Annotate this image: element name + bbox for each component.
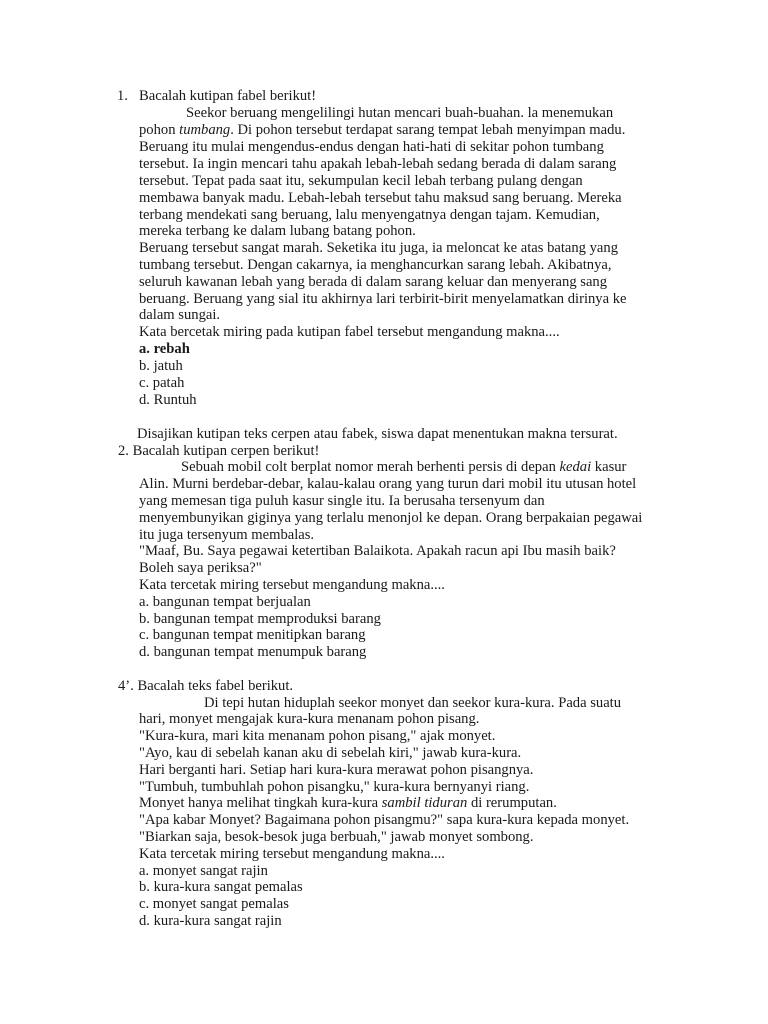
q1-option-d: d. Runtuh [139,392,197,408]
q4-text-line: Hari berganti hari. Setiap hari kura-kura merawat pohon pisangnya. [139,762,534,778]
q1-option-c: c. patah [139,375,185,391]
q1-text-line: pohon tumbang. Di pohon tersebut terdapat sarang tempat lebah menyimpan madu. [139,122,626,138]
q1-question: Kata bercetak miring pada kutipan fabel tersebut mengandung makna.... [139,324,560,340]
q4-text-line: "Tumbuh, tumbuhlah pohon pisangku," kura-kura bernyanyi riang. [139,779,530,795]
q1-text-line: dalam sungai. [139,307,221,323]
q4-text-line: Monyet hanya melihat tingkah kura-kura sambil tiduran di rerumputan. [139,795,557,811]
q1-text-line: seluruh kawanan lebah yang berada di dalam sarang keluar dan menyerang sang [139,274,608,290]
q1-text-line: membawa banyak madu. Lebah-lebah tersebut tahu maksud sang beruang. Mereka [139,190,622,206]
q2-text-line: yang memesan tiga puluh kasur single itu. Ia berusaha tersenyum dan [139,493,545,509]
q2-text-line: menyembunyikan giginya yang terlalu menonjol ke depan. Orang berpakaian pegawai [139,510,643,526]
q4-text-line: "Apa kabar Monyet? Bagaimana pohon pisangmu?" sapa kura-kura kepada monyet. [139,812,630,828]
q4-question: Kata tercetak miring tersebut mengandung makna.... [139,846,445,862]
q1-option-a: a. rebah [139,341,190,357]
q4-italic-phrase: sambil tiduran [381,795,468,811]
q2-text-line: Sebuah mobil colt berplat nomor merah berhenti persis di depan kedai kasur [181,459,627,475]
q2-option-c: c. bangunan tempat menitipkan barang [139,627,366,643]
q2-question: Kata tercetak miring tersebut mengandung makna.... [139,577,445,593]
q4-text-line: "Kura-kura, mari kita menanam pohon pisang," ajak monyet. [139,728,496,744]
q4-text-line: hari, monyet mengajak kura-kura menanam pohon pisang. [139,711,480,727]
q4-option-b: b. kura-kura sangat pemalas [139,879,303,895]
q2-option-a: a. bangunan tempat berjualan [139,594,311,610]
q2-option-d: d. bangunan tempat menumpuk barang [139,644,367,660]
q4-title: 4’. Bacalah teks fabel berikut. [118,678,294,694]
q1-number: 1. [117,88,128,104]
q2-option-b: b. bangunan tempat memproduksi barang [139,611,381,627]
q1-text-line: tersebut. Ia ingin mencari tahu apakah lebah-lebah sedang berada di dalam sarang [139,156,617,172]
q1-text-line: tumbang tersebut. Dengan cakarnya, ia menghancurkan sarang lebah. Akibatnya, [139,257,612,273]
q2-text-line: Alin. Murni berdebar-debar, kalau-kalau orang yang turun dari mobil itu utusan hotel [139,476,637,492]
q1-title: Bacalah kutipan fabel berikut! [139,88,317,104]
q2-text-line: Boleh saya periksa?" [139,560,262,576]
q2-text-line: itu juga tersenyum membalas. [139,527,315,543]
q4-text-line: "Ayo, kau di sebelah kanan aku di sebelah kiri," jawab kura-kura. [139,745,522,761]
q4-option-c: c. monyet sangat pemalas [139,896,289,912]
q4-text-line: Di tepi hutan hiduplah seekor monyet dan seekor kura-kura. Pada suatu [204,695,622,711]
indicator-note: Disajikan kutipan teks cerpen atau fabek, siswa dapat menentukan makna tersurat. [137,426,618,442]
q2-text-line: "Maaf, Bu. Saya pegawai ketertiban Balaikota. Apakah racun api Ibu masih baik? [139,543,616,559]
q1-option-b: b. jatuh [139,358,183,374]
q2-title: 2. Bacalah kutipan cerpen berikut! [118,443,320,459]
q4-text-line: "Biarkan saja, besok-besok juga berbuah," jawab monyet sombong. [139,829,534,845]
q1-text-line: Seekor beruang mengelilingi hutan mencari buah-buahan. la menemukan [186,105,614,121]
q1-text-line: mereka terbang ke dalam lubang batang pohon. [139,223,416,239]
q1-text-line: tersebut. Tepat pada saat itu, sekumpulan kecil lebah terbang pulang dengan [139,173,583,189]
q1-italic-word: tumbang [179,122,231,138]
q1-text-line: terbang mendekati sang beruang, lalu menyengatnya dengan tajam. Kemudian, [139,207,600,223]
q4-option-a: a. monyet sangat rajin [139,863,268,879]
q4-option-d: d. kura-kura sangat rajin [139,913,282,929]
q2-italic-word: kedai [559,459,592,475]
q1-text-line: beruang. Beruang yang sial itu akhirnya lari terbirit-birit menyelamatkan dirinya ke [139,291,627,307]
q1-text-line: Beruang tersebut sangat marah. Seketika itu juga, ia meloncat ke atas batang yang [139,240,618,256]
q1-text-line: Beruang itu mulai mengendus-endus dengan hati-hati di sekitar pohon tumbang [139,139,604,155]
